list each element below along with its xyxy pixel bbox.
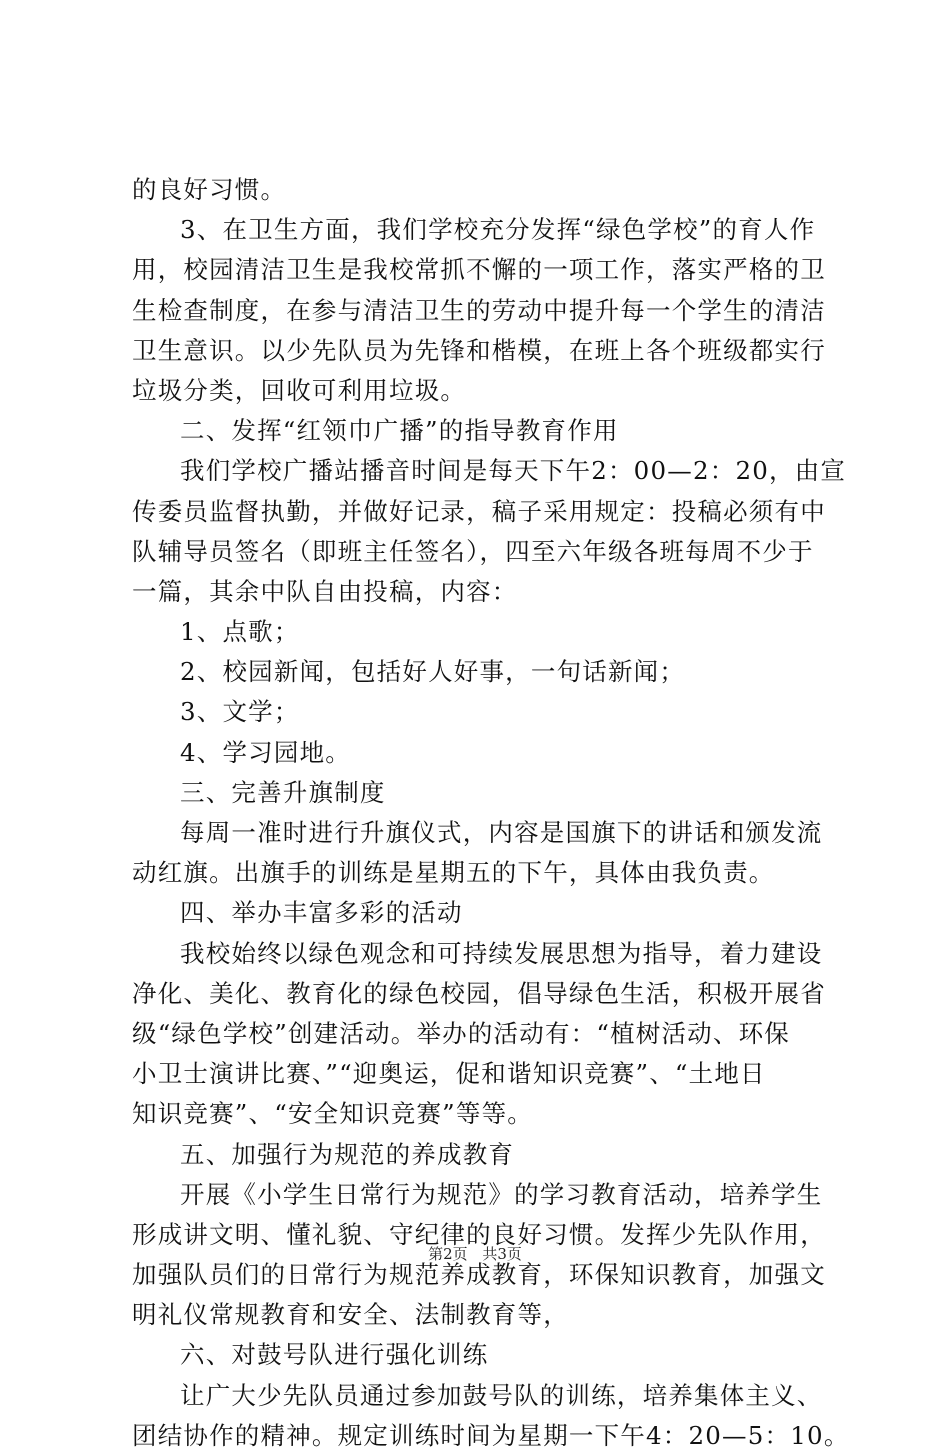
text-line: 知识竞赛”、“安全知识竞赛”等等。 — [132, 1099, 533, 1129]
text-line: 用，校园清洁卫生是我校常抓不懈的一项工作，落实严格的卫 — [132, 255, 826, 285]
text-line: 二、发挥“红领巾广播”的指导教育作用 — [180, 416, 619, 446]
page-number: 第2页 — [428, 1245, 468, 1263]
text-line: 加强队员们的日常行为规范养成教育，环保知识教育，加强文 — [132, 1260, 826, 1290]
text-line: 3、文学； — [180, 697, 300, 727]
page-footer — [0, 1244, 950, 1264]
text-line: 的良好习惯。 — [132, 175, 287, 204]
text-line: 卫生意识。以少先队员为先锋和楷模，在班上各个班级都实行 — [132, 335, 826, 365]
text-line: 一篇，其余中队自由投稿，内容： — [132, 576, 518, 606]
text-line: 让广大少先队员通过参加鼓号队的训练，培养集体主义、 — [180, 1380, 823, 1410]
text-line: 开展《小学生日常行为规范》的学习教育活动，培养学生 — [180, 1179, 823, 1209]
text-line: 每周一准时进行升旗仪式，内容是国旗下的讲话和颁发流 — [180, 818, 823, 847]
text-line: 六、对鼓号队进行强化训练 — [180, 1340, 489, 1370]
text-line: 小卫士演讲比赛、”“迎奥运，促和谐知识竞赛”、“土地日 — [132, 1059, 766, 1089]
page-total: 共3页 — [482, 1245, 522, 1263]
text-line: 团结协作的精神。规定训练时间为星期一下午4：20—5：10。 — [132, 1420, 850, 1450]
text-line: 队辅导员签名（即班主任签名），四至六年级各班每周不少于 — [132, 536, 814, 566]
text-line: 垃圾分类，回收可利用垃圾。 — [132, 375, 467, 405]
text-line: 生检查制度，在参与清洁卫生的劳动中提升每一个学生的清洁 — [132, 295, 826, 325]
text-line: 传委员监督执勤，并做好记录，稿子采用规定：投稿必须有中 — [132, 496, 826, 526]
text-line: 我校始终以绿色观念和可持续发展思想为指导，着力建设 — [180, 938, 823, 968]
text-line: 1、点歌； — [180, 617, 300, 647]
text-line: 四、举办丰富多彩的活动 — [180, 898, 463, 928]
text-line: 4、学习园地。 — [180, 737, 351, 767]
text-line: 形成讲文明、懂礼貌、守纪律的良好习惯。发挥少先队作用， — [132, 1219, 826, 1249]
text-line: 级“绿色学校”创建活动。举办的活动有：“植树活动、环保 — [132, 1018, 790, 1048]
text-line: 净化、美化、教育化的绿色校园，倡导绿色生活，积极开展省 — [132, 978, 826, 1008]
text-line: 3、在卫生方面，我们学校充分发挥“绿色学校”的育人作 — [180, 215, 816, 245]
text-line: 动红旗。出旗手的训练是星期五的下午，具体由我负责。 — [132, 858, 775, 888]
text-line: 三、完善升旗制度 — [180, 777, 386, 807]
text-line: 五、加强行为规范的养成教育 — [180, 1139, 515, 1169]
text-line: 明礼仪常规教育和安全、法制教育等， — [132, 1300, 569, 1330]
text-line: 我们学校广播站播音时间是每天下午2：00—2：20，由宣 — [180, 456, 847, 486]
text-line: 2、校园新闻，包括好人好事，一句话新闻； — [180, 657, 686, 687]
